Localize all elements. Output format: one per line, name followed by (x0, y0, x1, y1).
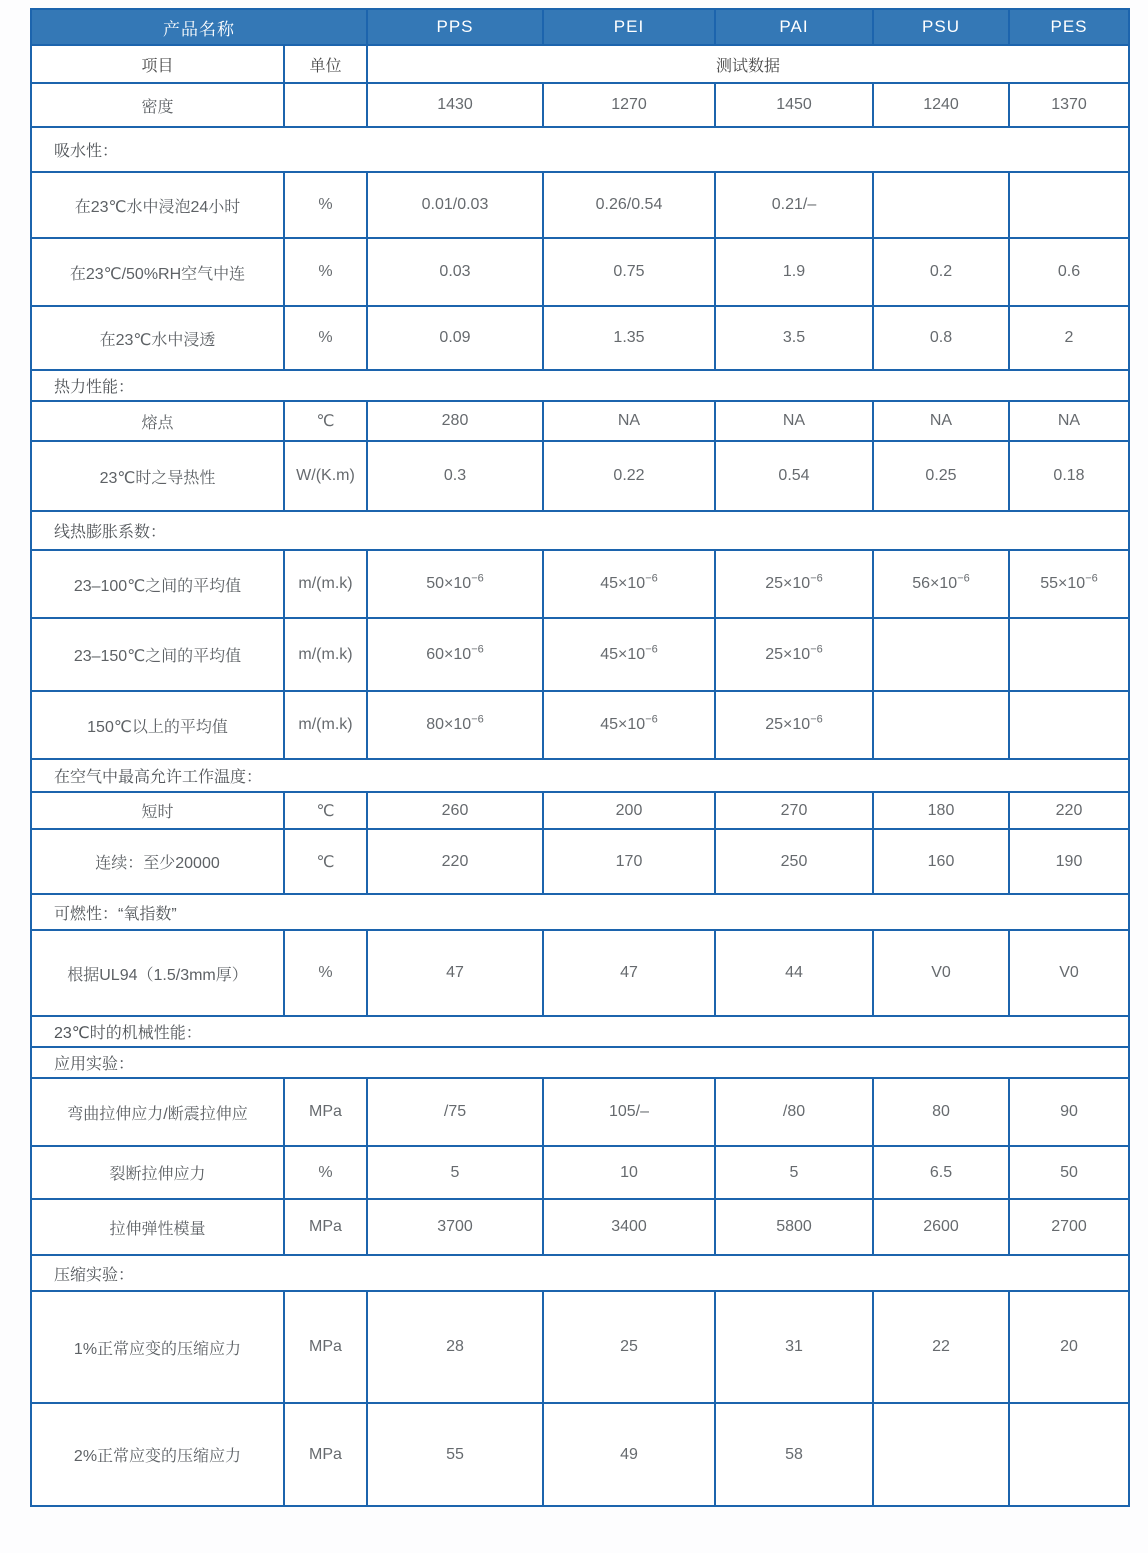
value-cell: 5800 (715, 1199, 873, 1255)
value-cell: /80 (715, 1078, 873, 1146)
section-row (31, 511, 1129, 550)
product-spec-table (30, 8, 1130, 1507)
value-cell: $56\times 10^{-6}$ (873, 550, 1009, 618)
row-item-label: 熔点 (31, 401, 284, 441)
table-row (31, 172, 1129, 238)
row-item-label: 裂断拉伸应力 (31, 1146, 284, 1199)
table-row (31, 550, 1129, 618)
value-cell: 47 (367, 930, 543, 1016)
value-cell: 2 (1009, 306, 1129, 370)
table-row (31, 1146, 1129, 1199)
product-column-header-pai: PAI (715, 9, 873, 45)
value-cell: 50 (1009, 1146, 1129, 1199)
exponent: −6 (1085, 572, 1098, 585)
table-row (31, 618, 1129, 691)
exponent: −6 (471, 643, 484, 656)
table-row (31, 1199, 1129, 1255)
exponent: −6 (810, 643, 823, 656)
row-item-label: 根据UL94（1.5/3mm厚） (31, 930, 284, 1016)
value-cell: 1450 (715, 83, 873, 127)
row-item-label: 1%正常应变的压缩应力 (31, 1291, 284, 1403)
value-cell: 3.5 (715, 306, 873, 370)
row-item-label: 拉伸弹性模量 (31, 1199, 284, 1255)
section-label: 23℃时的机械性能： (31, 1016, 1129, 1047)
section-label: 可燃性：“氧指数” (31, 894, 1129, 930)
value-cell: $25\times 10^{-6}$ (715, 691, 873, 759)
value-cell: 250 (715, 829, 873, 894)
table-row (31, 930, 1129, 1016)
value-cell: 0.18 (1009, 441, 1129, 511)
value-cell: $45\times 10^{-6}$ (543, 618, 715, 691)
value-cell: 0.09 (367, 306, 543, 370)
value-cell: 270 (715, 792, 873, 829)
section-row (31, 1016, 1129, 1047)
exponent: −6 (645, 643, 658, 656)
value-cell: 47 (543, 930, 715, 1016)
row-unit: % (284, 238, 367, 306)
value-cell: 2600 (873, 1199, 1009, 1255)
row-item-label: 23–150℃之间的平均值 (31, 618, 284, 691)
value-cell: 44 (715, 930, 873, 1016)
value-cell: V0 (873, 930, 1009, 1016)
value-cell: 90 (1009, 1078, 1129, 1146)
section-row (31, 759, 1129, 792)
value-cell: 260 (367, 792, 543, 829)
row-item-label: 23–100℃之间的平均值 (31, 550, 284, 618)
row-unit (284, 83, 367, 127)
value-cell: 170 (543, 829, 715, 894)
row-unit: ℃ (284, 401, 367, 441)
value-cell: 0.26/0.54 (543, 172, 715, 238)
test-data-header: 测试数据 (367, 45, 1129, 83)
value-cell (1009, 172, 1129, 238)
value-cell: 0.2 (873, 238, 1009, 306)
value-cell: 0.01/0.03 (367, 172, 543, 238)
table-row (31, 306, 1129, 370)
value-cell: 0.8 (873, 306, 1009, 370)
value-cell: NA (873, 401, 1009, 441)
exponent: −6 (471, 713, 484, 726)
product-column-header-pps: PPS (367, 9, 543, 45)
product-column-header-pes: PES (1009, 9, 1129, 45)
row-item-label: 弯曲拉伸应力/断震拉伸应 (31, 1078, 284, 1146)
value-cell (1009, 618, 1129, 691)
row-unit: MPa (284, 1403, 367, 1506)
value-cell: 220 (367, 829, 543, 894)
row-unit: ℃ (284, 829, 367, 894)
value-cell (873, 172, 1009, 238)
value-cell: 1430 (367, 83, 543, 127)
value-cell: 0.21/– (715, 172, 873, 238)
row-unit: m/(m.k) (284, 691, 367, 759)
value-cell: 10 (543, 1146, 715, 1199)
value-cell: 22 (873, 1291, 1009, 1403)
exponent: −6 (471, 572, 484, 585)
exponent: −6 (645, 713, 658, 726)
value-cell (1009, 1403, 1129, 1506)
section-row (31, 1255, 1129, 1291)
value-cell: V0 (1009, 930, 1129, 1016)
value-cell: 28 (367, 1291, 543, 1403)
table-row (31, 401, 1129, 441)
table-row (31, 238, 1129, 306)
table-row (31, 1078, 1129, 1146)
exponent: −6 (957, 572, 970, 585)
value-cell (873, 691, 1009, 759)
value-cell: $80\times 10^{-6}$ (367, 691, 543, 759)
value-cell: 1370 (1009, 83, 1129, 127)
value-cell (1009, 691, 1129, 759)
value-cell: 3700 (367, 1199, 543, 1255)
row-unit: W/(K.m) (284, 441, 367, 511)
product-column-header-pei: PEI (543, 9, 715, 45)
row-unit: MPa (284, 1199, 367, 1255)
value-cell: /75 (367, 1078, 543, 1146)
value-cell: $60\times 10^{-6}$ (367, 618, 543, 691)
row-item-label: 150℃以上的平均值 (31, 691, 284, 759)
value-cell: 31 (715, 1291, 873, 1403)
row-item-label: 短时 (31, 792, 284, 829)
value-cell: 25 (543, 1291, 715, 1403)
row-unit: % (284, 172, 367, 238)
value-cell (873, 618, 1009, 691)
row-item-label: 在23℃/50%RH空气中连 (31, 238, 284, 306)
section-label: 热力性能： (31, 370, 1129, 401)
value-cell: 5 (715, 1146, 873, 1199)
value-cell: NA (543, 401, 715, 441)
value-cell: 0.22 (543, 441, 715, 511)
row-item-label: 2%正常应变的压缩应力 (31, 1403, 284, 1506)
section-label: 在空气中最高允许工作温度： (31, 759, 1129, 792)
value-cell: 5 (367, 1146, 543, 1199)
row-item-label: 连续：至少20000 (31, 829, 284, 894)
value-cell: 0.03 (367, 238, 543, 306)
value-cell: 0.75 (543, 238, 715, 306)
section-label: 应用实验： (31, 1047, 1129, 1078)
table-row (31, 792, 1129, 829)
row-unit: MPa (284, 1078, 367, 1146)
value-cell: 58 (715, 1403, 873, 1506)
row-unit: % (284, 1146, 367, 1199)
value-cell: 0.25 (873, 441, 1009, 511)
value-cell: 6.5 (873, 1146, 1009, 1199)
value-cell: $50\times 10^{-6}$ (367, 550, 543, 618)
value-cell: 0.3 (367, 441, 543, 511)
product-name-header: 产品名称 (31, 9, 367, 45)
row-unit: m/(m.k) (284, 550, 367, 618)
table-row (31, 441, 1129, 511)
value-cell: 55 (367, 1403, 543, 1506)
row-unit: m/(m.k) (284, 618, 367, 691)
row-unit: % (284, 930, 367, 1016)
section-label: 吸水性： (31, 127, 1129, 172)
value-cell: 0.6 (1009, 238, 1129, 306)
section-label: 线热膨胀系数： (31, 511, 1129, 550)
value-cell: 2700 (1009, 1199, 1129, 1255)
value-cell: $45\times 10^{-6}$ (543, 691, 715, 759)
item-header: 项目 (31, 45, 284, 83)
section-label: 压缩实验： (31, 1255, 1129, 1291)
unit-header: 单位 (284, 45, 367, 83)
value-cell: 200 (543, 792, 715, 829)
exponent: −6 (810, 572, 823, 585)
row-unit: % (284, 306, 367, 370)
product-column-header-psu: PSU (873, 9, 1009, 45)
section-row (31, 370, 1129, 401)
value-cell: $45\times 10^{-6}$ (543, 550, 715, 618)
value-cell: 1270 (543, 83, 715, 127)
exponent: −6 (810, 713, 823, 726)
row-item-label: 密度 (31, 83, 284, 127)
value-cell: $25\times 10^{-6}$ (715, 618, 873, 691)
subheader-row (31, 45, 1129, 83)
value-cell: 105/– (543, 1078, 715, 1146)
value-cell: $55\times 10^{-6}$ (1009, 550, 1129, 618)
row-unit: ℃ (284, 792, 367, 829)
value-cell: 0.54 (715, 441, 873, 511)
table-row (31, 691, 1129, 759)
row-item-label: 23℃时之导热性 (31, 441, 284, 511)
value-cell: 280 (367, 401, 543, 441)
value-cell: $25\times 10^{-6}$ (715, 550, 873, 618)
section-row (31, 1047, 1129, 1078)
value-cell: 1240 (873, 83, 1009, 127)
header-row (31, 9, 1129, 45)
value-cell: 180 (873, 792, 1009, 829)
value-cell: 80 (873, 1078, 1009, 1146)
value-cell: 220 (1009, 792, 1129, 829)
value-cell: 190 (1009, 829, 1129, 894)
value-cell: 3400 (543, 1199, 715, 1255)
value-cell: 1.35 (543, 306, 715, 370)
exponent: −6 (645, 572, 658, 585)
table-row (31, 1291, 1129, 1403)
row-item-label: 在23℃水中浸透 (31, 306, 284, 370)
value-cell: 1.9 (715, 238, 873, 306)
table-row (31, 83, 1129, 127)
table-row (31, 1403, 1129, 1506)
value-cell (873, 1403, 1009, 1506)
value-cell: 160 (873, 829, 1009, 894)
row-item-label: 在23℃水中浸泡24小时 (31, 172, 284, 238)
value-cell: NA (715, 401, 873, 441)
section-row (31, 127, 1129, 172)
value-cell: NA (1009, 401, 1129, 441)
table-row (31, 829, 1129, 894)
row-unit: MPa (284, 1291, 367, 1403)
value-cell: 49 (543, 1403, 715, 1506)
section-row (31, 894, 1129, 930)
value-cell: 20 (1009, 1291, 1129, 1403)
